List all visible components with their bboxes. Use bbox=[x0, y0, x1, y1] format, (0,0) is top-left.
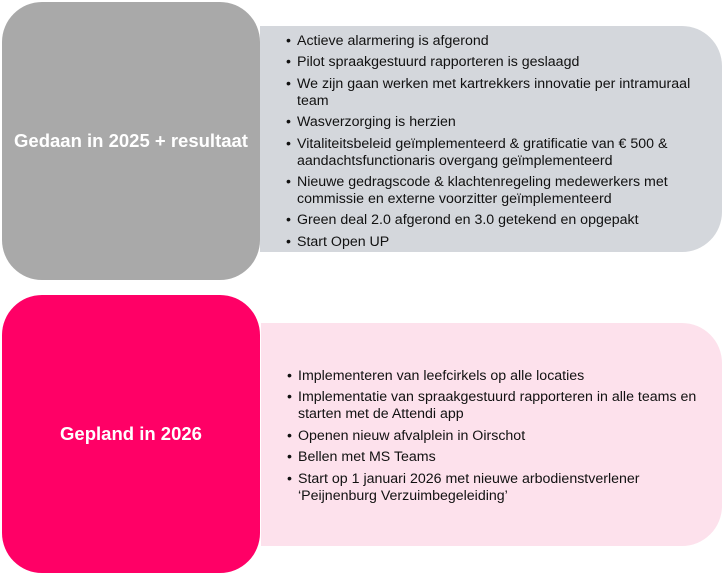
bullet-icon: • bbox=[286, 212, 291, 229]
bullet-icon: • bbox=[287, 368, 292, 384]
planned-2026-items bbox=[287, 368, 702, 509]
bullet-icon: • bbox=[286, 54, 291, 71]
section-tile-done-2025 bbox=[2, 2, 260, 280]
list-item: • Pilot spraakgestuurd rapporteren is geslaagd bbox=[286, 54, 580, 71]
section-list-done-2025 bbox=[260, 26, 722, 252]
list-item: • Vitaliteitsbeleid geïmplementeerd & gratificatie van € 500 & aandachtsfunctionaris overgang geïmplementeerd bbox=[286, 135, 668, 169]
section-tile-planned-2026 bbox=[2, 295, 260, 573]
list-item: • Start Open UP bbox=[286, 233, 390, 250]
bullet-icon: • bbox=[286, 233, 291, 250]
list-item: • Implementeren van leefcirkels op alle locaties bbox=[287, 368, 585, 384]
list-item: • Openen nieuw afvalplein in Oirschot bbox=[287, 427, 526, 444]
list-item: • Implementatie van spraakgestuurd rapporteren in alle teams en starten met de Attendi app bbox=[287, 389, 697, 423]
bullet-icon: • bbox=[287, 389, 292, 406]
bullet-icon: • bbox=[286, 75, 291, 92]
bullet-icon: • bbox=[287, 470, 292, 487]
bullet-icon: • bbox=[286, 114, 291, 131]
bullet-icon: • bbox=[286, 173, 291, 190]
bullet-icon: • bbox=[286, 33, 291, 49]
list-item: • Actieve alarmering is afgerond bbox=[286, 33, 489, 49]
bullet-icon: • bbox=[286, 135, 291, 152]
section-title-done-2025: Gedaan in 2025 + resultaat bbox=[14, 130, 248, 151]
bullet-icon: • bbox=[287, 449, 292, 466]
list-item: • Bellen met MS Teams bbox=[287, 449, 436, 466]
list-item: • Start op 1 januari 2026 met nieuwe arbodienstverlener ‘Peijnenburg Verzuimbegeleiding’ bbox=[287, 470, 640, 504]
done-2025-items bbox=[286, 33, 702, 255]
list-item: • Nieuwe gedragscode & klachtenregeling medewerkers met commissie en externe voorzitter geïmplementeerd bbox=[286, 173, 668, 207]
section-list-planned-2026 bbox=[261, 323, 722, 546]
list-item: • Green deal 2.0 afgerond en 3.0 getekend en opgepakt bbox=[286, 212, 639, 229]
list-item: • We zijn gaan werken met kartrekkers innovatie per intramuraal team bbox=[286, 75, 691, 109]
list-item: • Wasverzorging is herzien bbox=[286, 114, 456, 131]
bullet-icon: • bbox=[287, 427, 292, 444]
section-title-planned-2026: Gepland in 2026 bbox=[60, 423, 202, 444]
